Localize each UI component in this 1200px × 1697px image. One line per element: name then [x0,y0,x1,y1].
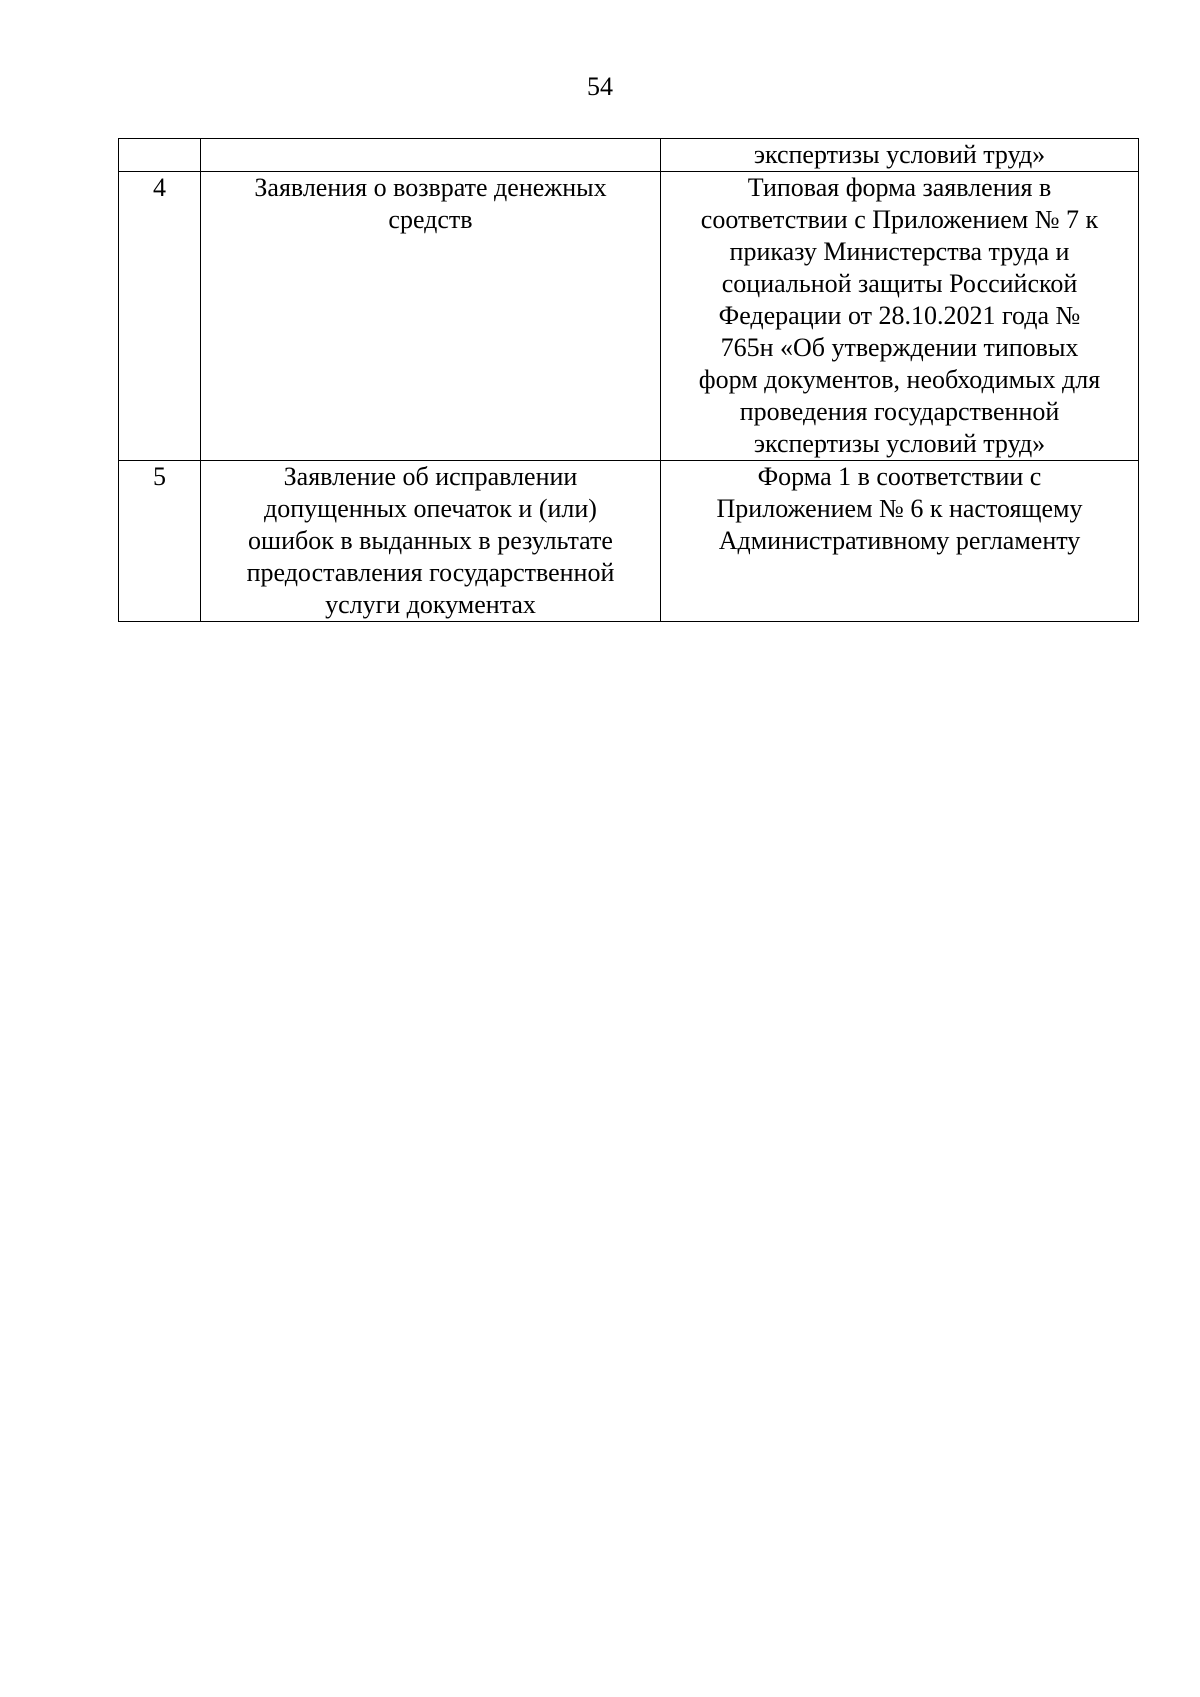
cell-text-line: социальной защиты Российской [721,269,1078,298]
cell-text-line: услуги документах [325,590,536,619]
table-row [119,139,1139,172]
cell-text-line: предоставления государственной [246,558,615,587]
cell-text-line: Административному регламенту [718,526,1081,555]
cell-text-line: Федерации от 28.10.2021 года № [718,301,1081,330]
document-form-cell [661,172,1139,461]
row-number-cell [119,139,201,172]
cell-text-line: экспертизы условий труд» [753,429,1046,458]
document-name-cell [201,139,661,172]
page-number: 54 [587,72,613,101]
row-number-cell: 5 [119,461,201,622]
cell-text-line: Типовая форма заявления в [747,173,1052,202]
cell-text-line: приказу Министерства труда и [729,237,1070,266]
cell-text-line: ошибок в выданных в результате [248,526,613,555]
cell-text-line: 765н «Об утверждении типовых [720,333,1079,362]
cell-text-line: Заявление об исправлении [283,462,578,491]
documents-table [118,138,1139,622]
cell-text-line: Приложением № 6 к настоящему [716,494,1083,523]
document-name-cell [201,461,661,622]
document-form-cell [661,461,1139,622]
cell-text-line: проведения государственной [739,397,1060,426]
document-name-cell [201,172,661,461]
table-row [119,172,1139,461]
cell-text-line: форм документов, необходимых для [698,365,1101,394]
table-row [119,461,1139,622]
cell-text-line: Заявления о возврате денежных [254,173,607,202]
cell-text-line: Форма 1 в соответствии с [757,462,1042,491]
cell-text-line: экспертизы условий труд» [753,140,1046,169]
cell-text-line: соответствии с Приложением № 7 к [700,205,1099,234]
cell-text-line: средств [388,205,473,234]
row-number-cell: 4 [119,172,201,461]
cell-text-line: допущенных опечаток и (или) [264,494,597,523]
document-form-cell [661,139,1139,172]
